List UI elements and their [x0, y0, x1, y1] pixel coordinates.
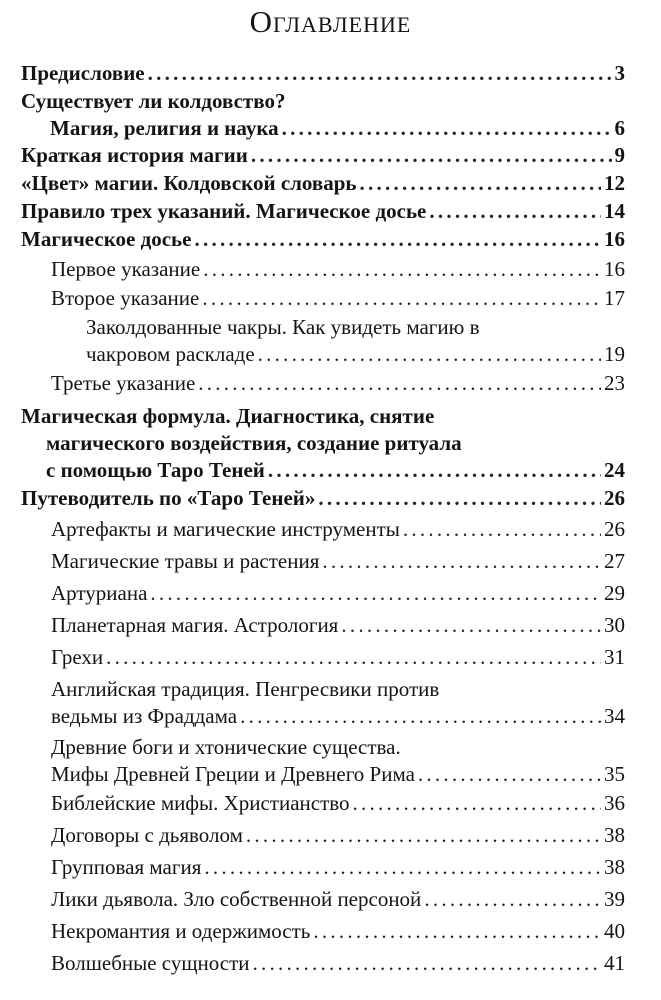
toc-entry-line: [51, 790, 625, 817]
toc-entry-line: [51, 644, 625, 671]
dot-leader: [318, 485, 601, 512]
dot-leader: [418, 761, 601, 788]
toc-entry-title: Некромантия и одержимость: [51, 919, 311, 943]
dot-leader: [246, 822, 601, 849]
toc-entry-title: Правило трех указаний. Магическое досье: [21, 199, 427, 223]
dot-leader: [268, 457, 601, 484]
toc-page-number: 31: [604, 645, 625, 669]
toc-entry-title: Краткая история магии: [21, 143, 248, 167]
toc-entry[interactable]: [51, 612, 625, 639]
dot-leader: [253, 950, 601, 977]
dot-leader: [360, 170, 601, 197]
toc-entry-title: Групповая магия: [51, 855, 202, 879]
toc-entry-title: Заколдованные чакры. Как увидеть магию в: [86, 315, 480, 339]
toc-page-number: 36: [604, 791, 625, 815]
dot-leader: [150, 580, 601, 607]
toc-entry[interactable]: [21, 485, 625, 512]
toc-entry-line: [51, 886, 625, 913]
toc-entry-line: [51, 516, 625, 543]
toc-entry[interactable]: [51, 734, 625, 788]
toc-entry-title-continued: магического воздействия, создание ритуала: [46, 431, 462, 455]
toc-page-number: 9: [614, 143, 625, 167]
toc-entry[interactable]: [51, 548, 625, 575]
toc-entry-title-continued: ведьмы из Фраддама: [51, 704, 238, 728]
toc-entry-title: Древние боги и хтонические существа.: [51, 735, 401, 759]
toc-entry-title-continued: с помощью Таро Теней: [46, 458, 265, 482]
toc-page-number: 19: [604, 342, 625, 366]
toc-page-number: 3: [614, 61, 625, 85]
toc-entry-title-continued: чакровом раскладе: [86, 342, 255, 366]
toc-entry[interactable]: [21, 198, 625, 225]
toc-entry-title: Договоры с дьяволом: [51, 823, 243, 847]
toc-page-number: 12: [604, 171, 625, 195]
toc-entry-line: [51, 285, 625, 312]
toc-entry[interactable]: [51, 285, 625, 312]
toc-entry[interactable]: [21, 403, 625, 484]
toc-entry-title-continued: Мифы Древней Греции и Древнего Рима: [51, 762, 415, 786]
toc-page-number: 6: [614, 116, 625, 140]
toc-entry[interactable]: [21, 226, 625, 253]
dot-leader: [322, 548, 601, 575]
toc-entry[interactable]: [51, 950, 625, 977]
dot-leader: [148, 60, 612, 87]
toc-entry[interactable]: [21, 170, 625, 197]
toc-entry-title: Магические травы и растения: [51, 549, 320, 573]
toc-entry-line: [21, 142, 625, 169]
page-title: Оглавление: [249, 4, 412, 39]
toc-entry[interactable]: [51, 676, 625, 730]
dot-leader: [403, 516, 601, 543]
toc-page-number: 34: [604, 704, 625, 728]
toc-entry[interactable]: [21, 142, 625, 169]
toc-entry-line: [21, 226, 625, 253]
toc-page-number: 40: [604, 919, 625, 943]
dot-leader: [313, 918, 601, 945]
toc-entry-line: [51, 854, 625, 881]
toc-entry-title: Третье указание: [51, 371, 196, 395]
toc-page-number: 38: [604, 855, 625, 879]
toc-page-number: 26: [604, 517, 625, 541]
toc-entry[interactable]: [21, 60, 625, 87]
toc-page-number: 35: [604, 762, 625, 786]
toc-entry-line: [51, 612, 625, 639]
toc-page-number: 27: [604, 549, 625, 573]
toc-page-number: 26: [604, 486, 625, 510]
dot-leader: [203, 256, 601, 283]
dot-leader: [429, 198, 601, 225]
toc-page-number: 17: [604, 286, 625, 310]
toc-entry[interactable]: [51, 854, 625, 881]
toc-page-number: 14: [604, 199, 625, 223]
toc-entry-title: Существует ли колдовство?: [21, 89, 286, 113]
toc-entry-line: [51, 950, 625, 977]
toc-entry-line: [51, 822, 625, 849]
toc-page-number: 30: [604, 613, 625, 637]
toc-entry-title: Артефакты и магические инструменты: [51, 517, 400, 541]
toc-entry[interactable]: [51, 918, 625, 945]
toc-entry-title: Волшебные сущности: [51, 951, 250, 975]
toc-page-number: 16: [604, 257, 625, 281]
toc-entry[interactable]: [51, 370, 625, 397]
toc-entry-title: Грехи: [51, 645, 104, 669]
toc-entry-line: [51, 918, 625, 945]
dot-leader: [106, 644, 601, 671]
toc-entry-title: Планетарная магия. Астрология: [51, 613, 339, 637]
toc-entry-line: [51, 370, 625, 397]
toc-entry-line: [21, 198, 625, 225]
toc-entry-title: Магическая формула. Диагностика, снятие: [21, 404, 435, 428]
dot-leader: [204, 854, 601, 881]
toc-entry[interactable]: [51, 516, 625, 543]
dot-leader: [282, 115, 612, 142]
toc-entry-line: [51, 580, 625, 607]
toc-entry-line: [51, 761, 625, 788]
toc-page-number: 16: [604, 227, 625, 251]
toc-entry-line: [51, 548, 625, 575]
toc-entry[interactable]: [51, 580, 625, 607]
toc-entry-line: [51, 256, 625, 283]
toc-entry-title: Лики дьявола. Зло собственной персоной: [51, 887, 422, 911]
dot-leader: [258, 341, 601, 368]
toc-entry-title: Второе указание: [51, 286, 200, 310]
toc-entry-line: [21, 457, 625, 484]
dot-leader: [424, 886, 601, 913]
toc-entry-line: [21, 170, 625, 197]
toc-entry[interactable]: [51, 822, 625, 849]
toc-entry[interactable]: [51, 886, 625, 913]
toc-entry-title: Путеводитель по «Таро Теней»: [21, 486, 316, 510]
dot-leader: [198, 370, 601, 397]
toc-entry-title: Английская традиция. Пенгресвики против: [51, 677, 440, 701]
dot-leader: [194, 226, 601, 253]
toc-entry-line: [21, 115, 625, 142]
toc-page-number: 38: [604, 823, 625, 847]
toc-entry-title-continued: Магия, религия и наука: [50, 116, 279, 140]
toc-page-number: 29: [604, 581, 625, 605]
dot-leader: [353, 790, 601, 817]
toc-entry-title: «Цвет» магии. Колдовской словарь: [21, 171, 357, 195]
toc-entry[interactable]: [51, 644, 625, 671]
toc-entry[interactable]: [51, 256, 625, 283]
toc-entry-title: Библейские мифы. Христианство: [51, 791, 350, 815]
toc-page-number: 23: [604, 371, 625, 395]
toc-entry[interactable]: [86, 314, 625, 368]
toc-entry-title: Первое указание: [51, 257, 201, 281]
toc-entry-line: [86, 341, 625, 368]
dot-leader: [251, 142, 612, 169]
toc-entry[interactable]: [51, 790, 625, 817]
toc-entry[interactable]: [21, 88, 625, 142]
toc-entry-title: Предисловие: [21, 61, 145, 85]
dot-leader: [240, 703, 601, 730]
toc-page-number: 39: [604, 887, 625, 911]
toc-entry-title: Артуриана: [51, 581, 148, 605]
toc-entry-line: [51, 703, 625, 730]
dot-leader: [341, 612, 601, 639]
toc-entry-line: [21, 60, 625, 87]
toc-page-number: 41: [604, 951, 625, 975]
toc-entry-title: Магическое досье: [21, 227, 192, 251]
toc-page-number: 24: [604, 458, 625, 482]
toc-entry-line: [21, 485, 625, 512]
dot-leader: [202, 285, 601, 312]
